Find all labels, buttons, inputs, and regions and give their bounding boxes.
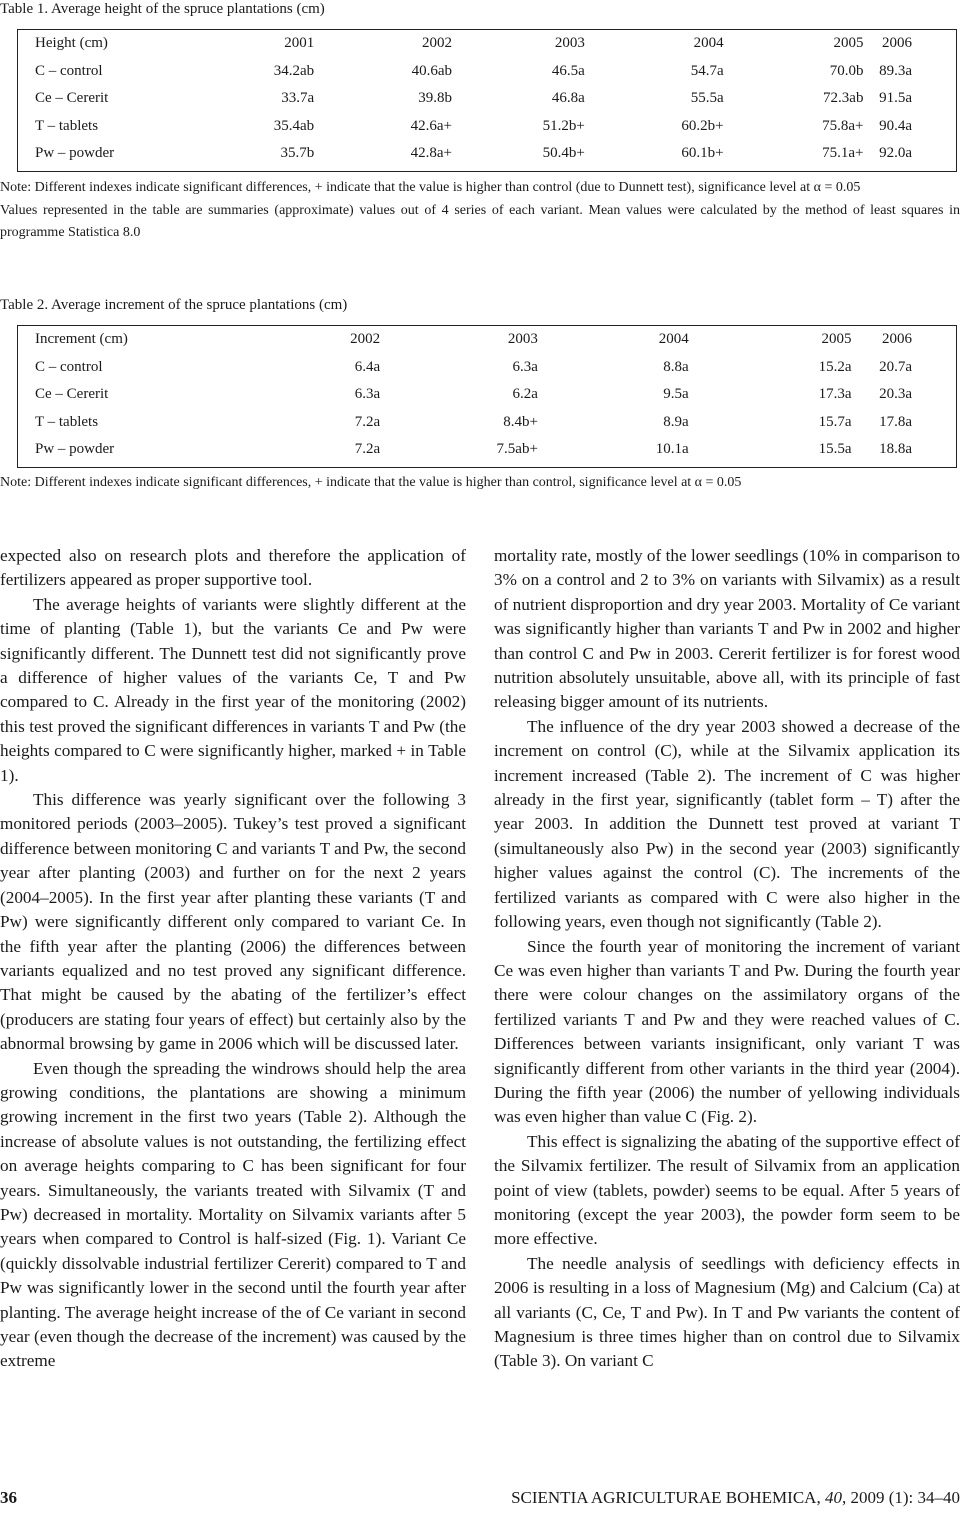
table-cell: 46.8a	[551, 90, 585, 107]
body-paragraph: mortality rate, mostly of the lower seedlings (10% in comparison to 3% on a control and 2 to 3% on variants with Silvamix) as a result of nutrient disproportion and dry year 2003. Mortality of Ce variant was significantly higher than variants T and Pw in 2002 and higher than control C and Pw in 2003. Cererit fertilizer is for forest wood nutrition absolutely unsuitable, above all, with its principle of fast releasing bigger amount of its nutrients.	[494, 546, 960, 712]
table-cell: 15.5a	[818, 441, 852, 458]
table-row	[18, 354, 957, 382]
table-cell: 60.1b+	[681, 145, 724, 162]
table-cell: 54.7a	[690, 62, 724, 79]
table-cell: 6.4a	[354, 358, 381, 375]
table-row	[18, 409, 957, 437]
table-cell: 42.8a+	[410, 145, 452, 162]
body-paragraph: This difference was yearly significant over the following 3 monitored periods (2003–2005). Tukey’s test proved a significant difference between monitoring C and variants T and Pw, the second year after planting (2003) and further on for the next 2 years (2004–2005). In the first year after planting these variants (T and Pw) were significantly different only compared to variant Ce. In the fifth year after the planting (2006) the differences between variants equalized and no test proved any significant difference. That might be caused by the abating of the fertilizer’s effect (producers are stating four years of effect) but certainly also by the abnormal browsing by game in 2006 which will be discussed later.	[0, 790, 466, 1054]
table-cell: 75.1a+	[822, 145, 864, 162]
table-row	[18, 140, 957, 171]
table-header-cell: 2006	[882, 331, 912, 348]
table-cell: 39.8b	[418, 90, 452, 107]
table1-note-1: Note: Different indexes indicate significant differences, + indicate that the value is higher than control (due to Dunnett test), significance level at α = 0.05	[0, 180, 861, 195]
table-cell: T – tablets	[35, 413, 99, 430]
page-number: 36	[0, 1488, 17, 1507]
table-cell: 51.2b+	[542, 117, 585, 134]
table-header-cell: Height (cm)	[35, 35, 108, 52]
table-cell: 6.2a	[512, 386, 538, 403]
table-cell: C – control	[35, 62, 103, 79]
table-cell: 20.7a	[879, 358, 912, 375]
table-cell: 8.4b+	[503, 413, 538, 430]
body-column-left	[0, 544, 466, 1374]
body-column-right	[494, 544, 960, 1374]
table-cell: 8.8a	[663, 358, 689, 375]
table-cell: 70.0b	[829, 62, 864, 79]
table-cell: 34.2ab	[273, 62, 315, 79]
table-cell: 7.2a	[354, 441, 381, 458]
table-cell: T – tablets	[35, 117, 99, 134]
table-cell: 35.4ab	[273, 117, 315, 134]
table-header-cell: 2006	[882, 35, 912, 52]
table-cell: 40.6ab	[411, 62, 452, 79]
table-cell: 33.7a	[281, 90, 315, 107]
table-header-cell: 2004	[658, 331, 689, 348]
body-paragraph: This effect is signalizing the abating of the supportive effect of the Silvamix fertilizer. The result of Silvamix from an application point of view (tablets, powder) seems to be equal. After 5 years of monitoring (except the year 2003), the powder form seem to be more effective.	[494, 1131, 960, 1249]
table-cell: 50.4b+	[542, 145, 585, 162]
table-cell: 89.3a	[879, 62, 912, 79]
table-row	[18, 58, 957, 86]
table-row	[18, 113, 957, 141]
table-header-row	[18, 30, 957, 58]
table-cell: Ce – Cererit	[35, 386, 109, 403]
table-cell: 7.5ab+	[496, 441, 538, 458]
table2-notes	[0, 472, 960, 495]
body-paragraph: Since the fourth year of monitoring the increment of variant Ce was even higher than variants T and Pw. During the fourth year there were colour changes on the assimilatory organs of the fertilized variants T and Pw and they were reached values of C. Differences between variants insignificant, only variant T was significantly different from other variants in the third year (2004). During the fifth year (2006) the number of yellowing individuals was even higher than value C (Fig. 2).	[494, 936, 960, 1127]
table-cell: 55.5a	[690, 90, 724, 107]
journal-issue: , 2009 (1): 34–40	[841, 1488, 960, 1507]
table1-note-2: Values represented in the table are summaries (approximate) values out of 4 series of each variant. Mean values were calculated by the method of least squares in programme Statistica 8.0	[0, 202, 960, 240]
table-cell: 17.8a	[879, 413, 912, 430]
body-paragraph: The influence of the dry year 2003 showed a decrease of the increment on control (C), while at the Silvamix application its increment increased (Table 2). The increment of C was higher already in the first year, significantly (tablet form – T) after the year 2003. In addition the Dunnett test proved at variant T (simultaneously also Pw) in the second year (2003) significantly higher values against the control (C). The increments of the fertilized variants as compared with C were also higher in the following years, even though not significantly (Table 2).	[494, 716, 960, 932]
body-paragraph: expected also on research plots and therefore the application of fertilizers appeared as proper supportive tool.	[0, 546, 466, 590]
table-row	[18, 381, 957, 409]
table-cell: 15.2a	[818, 358, 852, 375]
table-cell: 92.0a	[879, 145, 912, 162]
table-cell: 72.3ab	[823, 90, 864, 107]
table-cell: 42.6a+	[410, 117, 452, 134]
table-cell: 6.3a	[354, 386, 381, 403]
table2	[17, 325, 957, 468]
journal-citation	[511, 1487, 960, 1509]
body-paragraph: Even though the spreading the windrows should help the area growing conditions, the plantations are showing a minimum growing increment in the first two years (Table 2). Although the increase of absolute values is not outstanding, the fertilizing effect on average heights comparing to C has been significant for four years. Simultaneously, the variants treated with Silvamix (T and Pw) decreased in mortality. Mortality on Silvamix variants after 5 years when compared to Control is half-sized (Fig. 1). Variant Ce (quickly dissolvable industrial fertilizer Cererit) compared to T and Pw was significantly lower in the second until the fourth year after planting. The average height increase of the of Ce variant in second year (even though the decrease of the increment) was caused by the extreme	[0, 1058, 466, 1371]
table-cell: 18.8a	[879, 441, 912, 458]
table-header-row	[18, 326, 957, 354]
table-cell: C – control	[35, 358, 103, 375]
table-cell: 17.3a	[818, 386, 852, 403]
table-header-cell: 2005	[833, 35, 864, 52]
table-cell: Ce – Cererit	[35, 90, 109, 107]
table-header-cell: 2003	[554, 35, 585, 52]
journal-volume: 40	[824, 1488, 842, 1507]
table1-caption: Table 1. Average height of the spruce plantations (cm)	[0, 1, 325, 17]
table-header-cell: 2002	[350, 331, 381, 348]
table-cell: 15.7a	[818, 413, 852, 430]
table-header-cell: 2002	[422, 35, 452, 52]
table-header-cell: 2004	[693, 35, 724, 52]
table-header-cell: Increment (cm)	[35, 331, 128, 348]
table-row	[18, 436, 957, 467]
table-row	[18, 85, 957, 113]
table-cell: 20.3a	[879, 386, 912, 403]
table-cell: 75.8a+	[822, 117, 864, 134]
table-cell: 9.5a	[663, 386, 689, 403]
table-cell: 8.9a	[663, 413, 689, 430]
table-header-cell: 2003	[507, 331, 538, 348]
table-cell: Pw – powder	[35, 441, 115, 458]
table-cell: 46.5a	[551, 62, 585, 79]
table-cell: 91.5a	[879, 90, 912, 107]
table-cell: 60.2b+	[681, 117, 724, 134]
table-cell: 10.1a	[655, 441, 689, 458]
table-cell: Pw – powder	[35, 145, 115, 162]
table-header-cell: 2005	[821, 331, 852, 348]
table1-notes	[0, 177, 960, 245]
body-paragraph: The needle analysis of seedlings with deficiency effects in 2006 is resulting in a loss of Magnesium (Mg) and Calcium (Ca) at all variants (C, Ce, T and Pw). In T and Pw variants the content of Magnesium is three times higher than on control due to Silvamix (Table 3). On variant C	[494, 1253, 960, 1371]
table2-caption: Table 2. Average increment of the spruce plantations (cm)	[0, 297, 348, 313]
table-header-cell: 2001	[284, 35, 315, 52]
table2-note: Note: Different indexes indicate significant differences, + indicate that the value is higher than control, significance level at α = 0.05	[0, 475, 742, 490]
table-cell: 7.2a	[354, 413, 381, 430]
table1	[17, 29, 957, 172]
body-paragraph: The average heights of variants were slightly different at the time of planting (Table 1), but the variants Ce and Pw were significantly different. The Dunnett test did not significantly prove a difference of higher values of the variants Ce, T and Pw compared to C. Already in the first year of the monitoring (2002) this test proved the significant differences in variants T and Pw (the heights compared to C were significantly higher, marked + in Table 1).	[0, 594, 466, 785]
table-cell: 90.4a	[879, 117, 912, 134]
table-cell: 35.7b	[280, 145, 315, 162]
table-cell: 6.3a	[512, 358, 538, 375]
journal-name: SCIENTIA AGRICULTURAE BOHEMICA,	[511, 1488, 825, 1507]
